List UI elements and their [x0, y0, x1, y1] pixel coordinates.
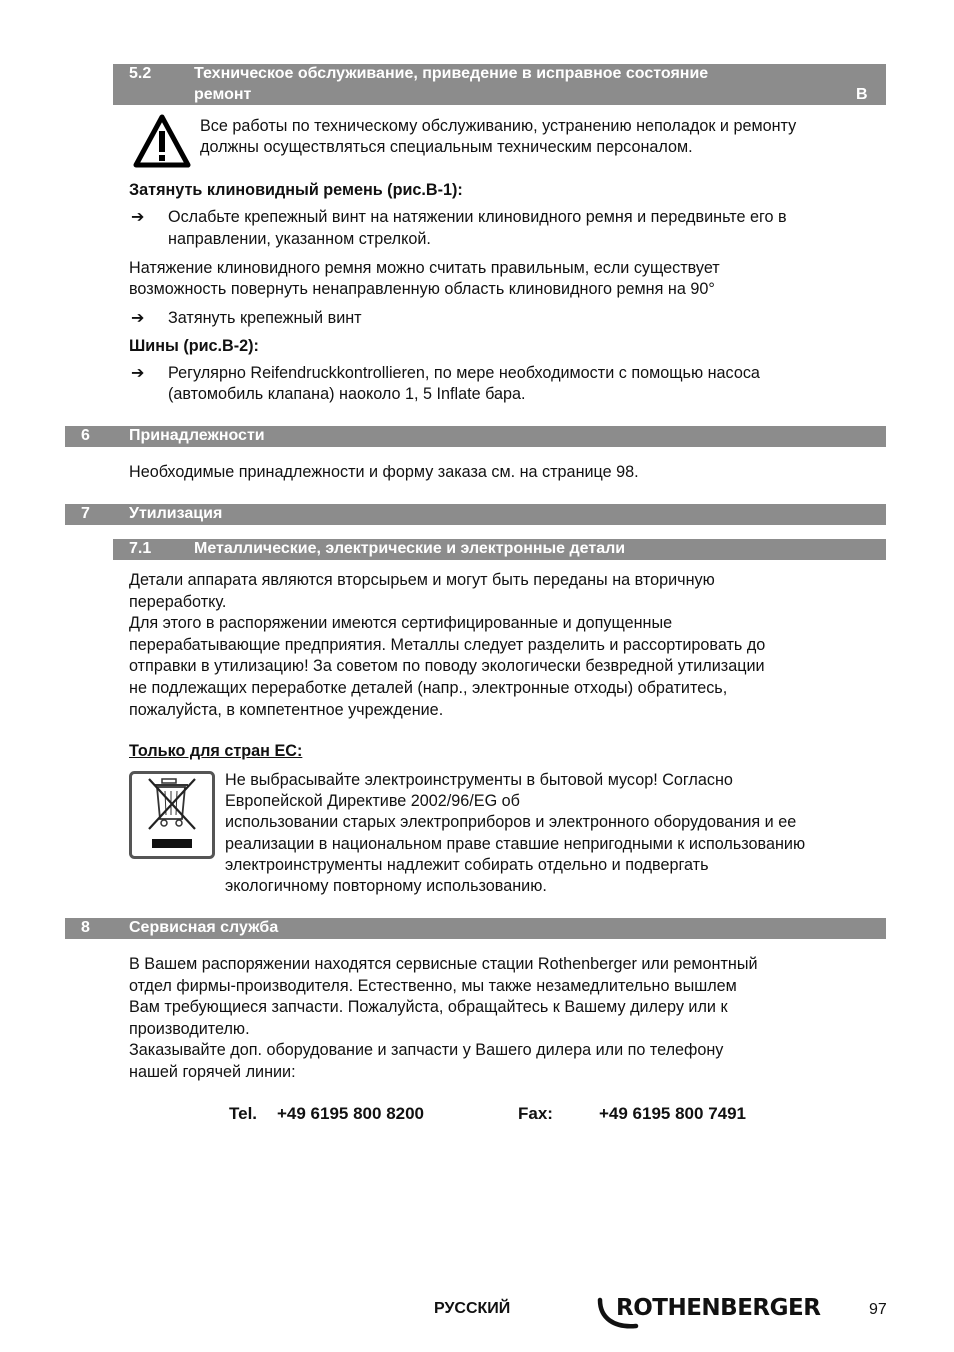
- service-paragraph: [129, 954, 758, 1084]
- tel-label: Tel.: [229, 1104, 258, 1123]
- arrow-right-icon: ➔: [131, 365, 145, 382]
- belt-step1-line1: Ослабьте крепежный винт на натяжении клиновидного ремня и передвиньте его в: [168, 208, 787, 226]
- text-line: Вам требующиеся запчасти. Пожалуйста, обращайтесь к Вашему дилеру или к: [129, 998, 728, 1017]
- section-6-header: [65, 426, 886, 447]
- text-line: перерабатывающие предприятия. Металлы следует разделить и рассортировать до: [129, 635, 766, 654]
- warning-triangle-icon: [133, 114, 191, 168]
- belt-step1-line2: направлении, указанном стрелкой.: [168, 230, 431, 248]
- fax-number: +49 6195 800 7491: [599, 1104, 747, 1123]
- text-line: переработку.: [129, 592, 227, 611]
- eu-heading: Только для стран ЕС:: [129, 742, 303, 760]
- page-number: 97: [869, 1301, 887, 1318]
- belt-heading: Затянуть клиновидный ремень (рис.B-1):: [129, 181, 463, 199]
- arrow-right-icon: ➔: [131, 209, 145, 226]
- crossed-bin-icon: [129, 771, 215, 859]
- text-line: В Вашем распоряжении находятся сервисные стации Rothenberger или ремонтный: [129, 955, 758, 973]
- section-7-1-header: [113, 539, 886, 560]
- section-7-header: [65, 504, 886, 525]
- text-line: отправки в утилизацию! За советом по поводу экологически безвредной утилизации: [129, 657, 765, 676]
- text-line: реализации в национальном праве ставшие непригодными к использованию: [225, 834, 806, 853]
- fax-label: Fax:: [518, 1104, 553, 1123]
- text-line: Для этого в распоряжении имеются сертифицированные и допущенные: [129, 614, 673, 633]
- text-line: электроинструменты надлежит собирать отдельно и подвергать: [225, 855, 709, 874]
- text-line: Не выбрасывайте электроинструменты в бытовой мусор! Согласно: [225, 771, 733, 789]
- section-number: 7: [81, 505, 90, 522]
- text-line: Европейской Директиве 2002/96/EG об: [225, 792, 520, 811]
- section-number: 5.2: [129, 65, 152, 82]
- section-number: 7.1: [129, 540, 152, 557]
- eu-paragraph: [225, 770, 805, 897]
- text-line: экологичному повторному использованию.: [225, 877, 547, 896]
- text-line: производителю.: [129, 1019, 250, 1038]
- tires-step1-line2: (автомобиль клапана) наоколо 1, 5 Inflate бара.: [168, 385, 526, 403]
- section-title-line2: ремонт: [194, 86, 252, 103]
- section-number: 8: [81, 919, 90, 936]
- text-line: отдел фирмы-производителя. Естественно, мы также незамедлительно вышлем: [129, 976, 737, 995]
- section-title-line1: Техническое обслуживание, приведение в исправное состояние: [194, 65, 709, 82]
- disposal-paragraph: [129, 570, 765, 721]
- section-marker: B: [856, 86, 868, 103]
- tel-number: +49 6195 800 8200: [277, 1104, 425, 1123]
- text-line: не подлежащих переработке деталей (напр., электронные отходы) обратитесь,: [129, 678, 728, 697]
- warning-text-line1: Все работы по техническому обслуживанию, устранению неполадок и ремонту: [200, 117, 797, 135]
- section-title: Сервисная служба: [129, 919, 279, 936]
- section-title: Металлические, электрические и электронные детали: [194, 540, 626, 557]
- text-line: Заказывайте доп. оборудование и запчасти у Вашего дилера или по телефону: [129, 1041, 724, 1060]
- belt-para-line2: возможность повернуть ненаправленную область клиновидного ремня на 90°: [129, 280, 715, 298]
- text-line: нашей горячей линии:: [129, 1062, 296, 1081]
- section-8-header: [65, 918, 886, 939]
- belt-step2: Затянуть крепежный винт: [168, 309, 362, 327]
- section-number: 6: [81, 427, 90, 444]
- footer-language: РУССКИЙ: [434, 1300, 511, 1317]
- warning-text-line2: должны осуществляться специальным техническим персоналом.: [200, 138, 693, 156]
- text-line: Детали аппарата являются вторсырьем и могут быть переданы на вторичную: [129, 571, 715, 589]
- tires-step1-line1: Регулярно Reifendruckkontrollieren, по мере необходимости с помощью насоса: [168, 364, 760, 382]
- text-line: пожалуйста, в компетентное учреждение.: [129, 700, 444, 719]
- section-title: Принадлежности: [129, 427, 265, 444]
- tires-heading: Шины (рис.B-2):: [129, 337, 259, 355]
- arrow-right-icon: ➔: [131, 310, 145, 327]
- belt-para-line1: Натяжение клиновидного ремня можно считать правильным, если существует: [129, 259, 720, 277]
- text-line: использовании старых электроприборов и электронного оборудования и ее: [225, 813, 797, 832]
- footer-brand: ROTHENBERGER: [616, 1295, 821, 1321]
- section-5-2-header: [113, 64, 886, 105]
- section-title: Утилизация: [129, 505, 223, 522]
- accessories-text: Необходимые принадлежности и форму заказа см. на странице 98.: [129, 463, 639, 481]
